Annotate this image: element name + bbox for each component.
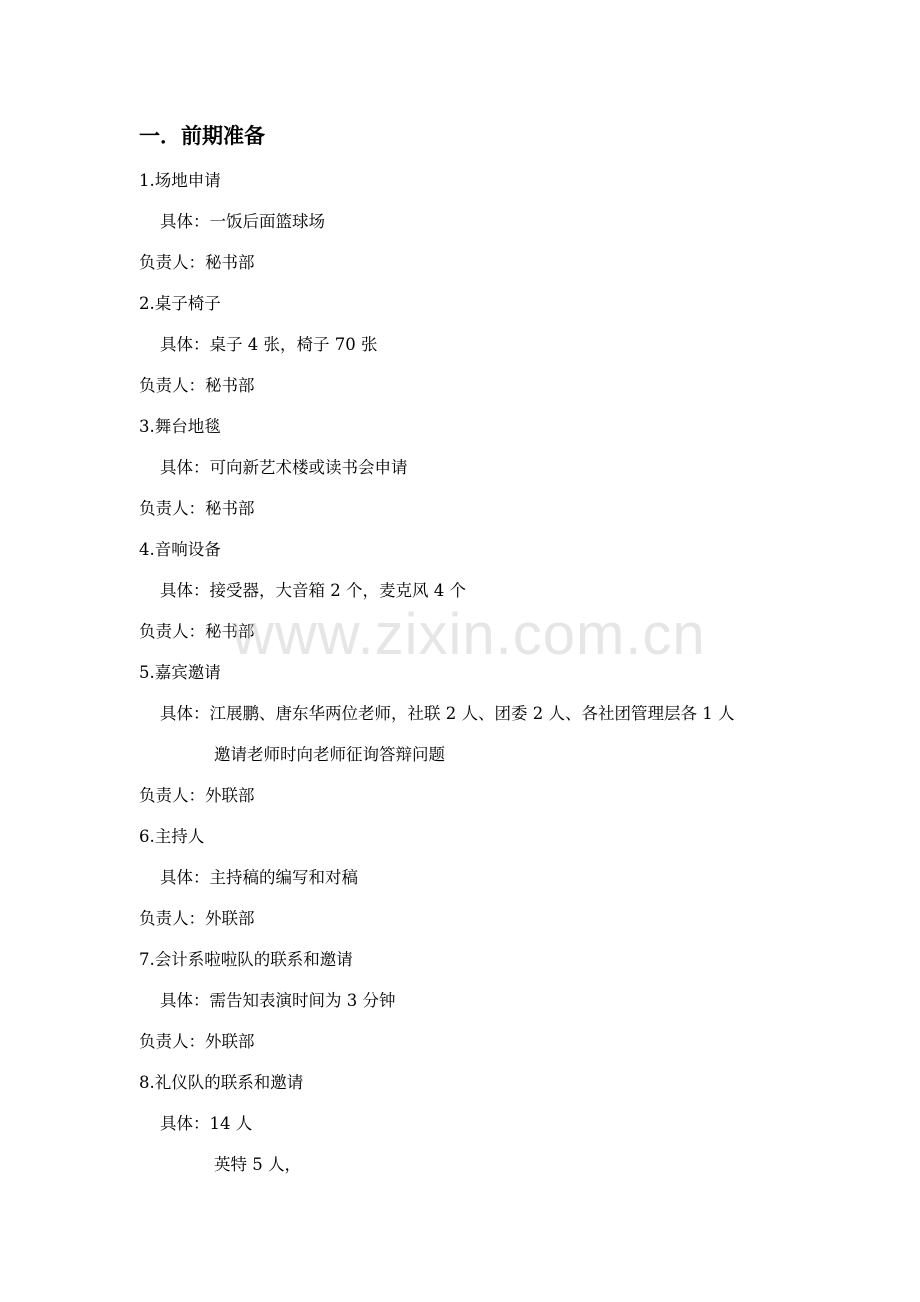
item-owner: 负责人：外联部 (139, 909, 255, 928)
item-title: 8.礼仪队的联系和邀请 (139, 1073, 304, 1092)
item-detail-continued: 英特 5 人， (214, 1155, 301, 1174)
item-title: 7.会计系啦啦队的联系和邀请 (139, 950, 353, 969)
item-title: 2.桌子椅子 (139, 294, 221, 313)
item-detail-continued: 邀请老师时向老师征询答辩问题 (214, 745, 445, 764)
item-owner: 负责人：外联部 (139, 1032, 255, 1051)
item-detail: 具体：主持稿的编写和对稿 (160, 868, 358, 887)
item-detail: 具体：接受器，大音箱 2 个，麦克风 4 个 (160, 581, 466, 600)
item-title: 6.主持人 (139, 827, 205, 846)
item-owner: 负责人：外联部 (139, 786, 255, 805)
item-detail: 具体：需告知表演时间为 3 分钟 (160, 991, 396, 1010)
item-detail: 具体：可向新艺术楼或读书会申请 (160, 458, 408, 477)
watermark-text: www.zixin.com.cn (232, 602, 706, 667)
section-heading: 一．前期准备 (139, 123, 265, 148)
item-detail: 具体：14 人 (160, 1114, 253, 1133)
item-owner: 负责人：秘书部 (139, 622, 255, 641)
item-title: 4.音响设备 (139, 540, 221, 559)
item-detail: 具体：桌子 4 张，椅子 70 张 (160, 335, 378, 354)
item-owner: 负责人：秘书部 (139, 499, 255, 518)
item-detail: 具体：一饭后面篮球场 (160, 212, 325, 231)
item-title: 5.嘉宾邀请 (139, 663, 221, 682)
item-title: 1.场地申请 (139, 171, 221, 190)
item-title: 3.舞台地毯 (139, 417, 221, 436)
item-detail: 具体：江展鹏、唐东华两位老师，社联 2 人、团委 2 人、各社团管理层各 1 人 (160, 704, 735, 723)
item-owner: 负责人：秘书部 (139, 253, 255, 272)
item-owner: 负责人：秘书部 (139, 376, 255, 395)
